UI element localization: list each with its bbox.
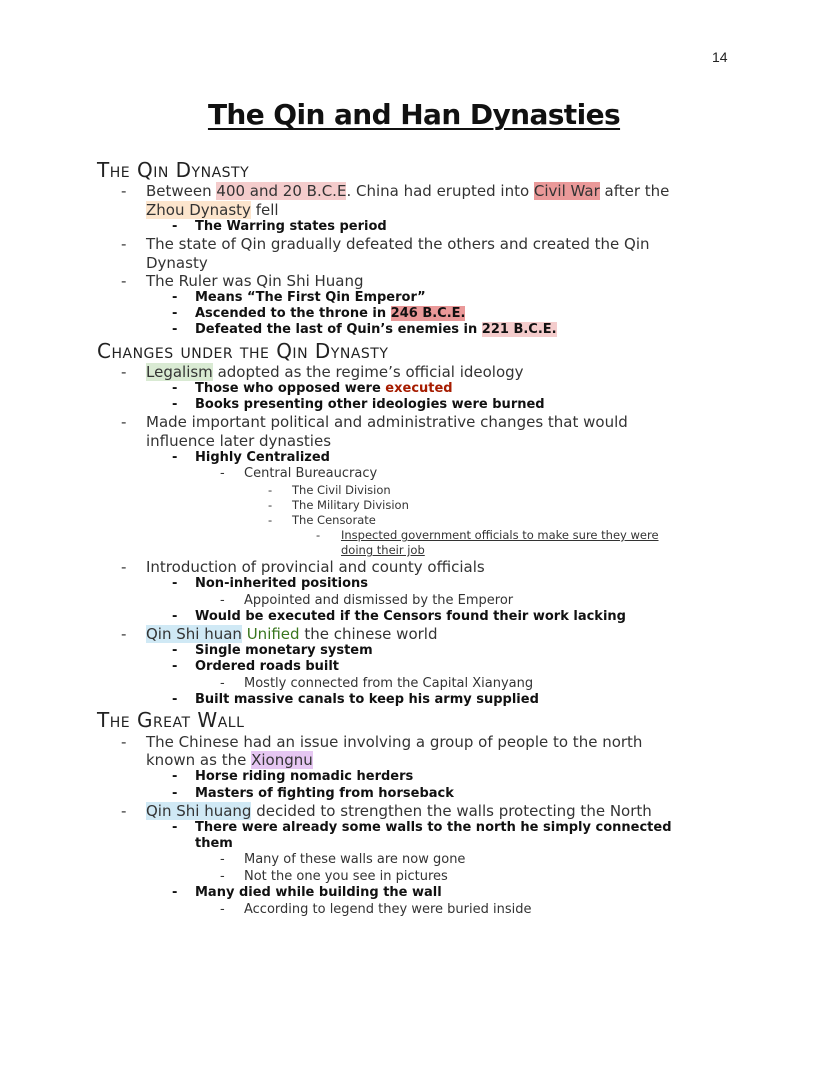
list-item-admin-changes: Made important political and administrative changes that would [146, 413, 628, 431]
section-heading-great-wall: The Great Wall [97, 708, 245, 732]
list-item-books-burned: Books presenting other ideologies were burned [195, 397, 545, 412]
bullet-dash: - [121, 733, 127, 751]
list-item-walls-gone: Many of these walls are now gone [244, 852, 466, 867]
bullet-dash: - [172, 659, 178, 674]
bullet-dash: - [121, 182, 127, 200]
bullet-dash: - [220, 593, 225, 608]
list-item-ascended: Ascended to the throne in 246 B.C.E. [195, 306, 466, 321]
bullet-dash: - [121, 363, 127, 381]
list-item-qin-defeated-cont: Dynasty [146, 254, 208, 272]
highlight-legalism: Legalism [146, 363, 213, 381]
list-item-legalism: Legalism adopted as the regime’s official ideology [146, 363, 524, 381]
list-item-censorate: The Censorate [292, 513, 376, 527]
list-item-horseback: Masters of fighting from horseback [195, 786, 454, 801]
highlight-dates: 400 and 20 B.C.E [216, 182, 347, 200]
bullet-dash: - [172, 820, 178, 835]
list-item-appointed: Appointed and dismissed by the Emperor [244, 593, 514, 608]
bullet-dash: - [121, 625, 127, 643]
bullet-dash: - [121, 802, 127, 820]
list-item-first-emperor: Means “The First Qin Emperor” [195, 290, 426, 305]
list-item-many-died: Many died while building the wall [195, 885, 442, 900]
bullet-dash: - [121, 413, 127, 431]
bullet-dash: - [172, 306, 178, 321]
bullet-dash: - [172, 450, 178, 465]
list-item-qin-defeated: The state of Qin gradually defeated the others and created the Qin [146, 235, 650, 253]
bullet-dash: - [172, 786, 178, 801]
bullet-dash: - [220, 852, 225, 867]
list-item-centralized: Highly Centralized [195, 450, 330, 465]
list-item-inspected-cont: doing their job [341, 543, 425, 557]
bullet-dash: - [121, 235, 127, 253]
list-item-connected-cont: them [195, 836, 233, 851]
list-item-unified: Qin Shi huan Unified the chinese world [146, 625, 438, 643]
highlight-246: 246 B.C.E. [390, 306, 466, 321]
list-item-censors: Would be executed if the Censors found their work lacking [195, 609, 626, 624]
list-item-canals: Built massive canals to keep his army supplied [195, 692, 539, 707]
green-text-unified: Unified [241, 625, 300, 643]
list-item-xiongnu-cont: known as the Xiongnu [146, 751, 313, 769]
bullet-dash: - [172, 322, 178, 337]
list-item-military-division: The Military Division [292, 498, 409, 512]
list-item-ruler: The Ruler was Qin Shi Huang [146, 272, 364, 290]
bullet-dash: - [172, 576, 178, 591]
list-item-civil-war: Between 400 and 20 B.C.E. China had erupted into Civil War after the [146, 182, 670, 200]
bullet-dash: - [172, 885, 178, 900]
list-item-monetary: Single monetary system [195, 643, 373, 658]
list-item-provincial: Introduction of provincial and county officials [146, 558, 485, 576]
highlight-zhou-dynasty: Zhou Dynasty [146, 201, 251, 219]
section-heading-changes: Changes under the Qin Dynasty [97, 339, 389, 363]
bullet-dash: - [172, 219, 178, 234]
list-item-roads: Ordered roads built [195, 659, 340, 674]
list-item-nomadic: Horse riding nomadic herders [195, 769, 414, 784]
highlight-xiongnu: Xiongnu [251, 751, 313, 769]
list-item-xiongnu: The Chinese had an issue involving a group of people to the north [146, 733, 643, 751]
list-item-non-inherited: Non-inherited positions [195, 576, 368, 591]
bullet-dash: - [172, 769, 178, 784]
list-item-xianyang: Mostly connected from the Capital Xianyang [244, 676, 534, 691]
bullet-dash: - [121, 558, 127, 576]
list-item-civil-division: The Civil Division [292, 483, 391, 497]
bullet-dash: - [172, 381, 178, 396]
bullet-dash: - [268, 498, 273, 512]
list-item-executed: Those who opposed were executed [195, 381, 453, 396]
highlight-221: 221 B.C.E. [481, 322, 557, 337]
bullet-dash: - [220, 676, 225, 691]
bullet-dash: - [172, 290, 178, 305]
list-item-strengthen-walls: Qin Shi huang decided to strengthen the walls protecting the North [146, 802, 652, 820]
list-item-civil-war-cont: Zhou Dynasty fell [146, 201, 279, 219]
list-item-legend: According to legend they were buried inside [244, 902, 532, 917]
bullet-dash: - [172, 609, 178, 624]
bullet-dash: - [172, 692, 178, 707]
highlight-qin-shi-huan: Qin Shi huan [146, 625, 242, 643]
list-item-admin-changes-cont: influence later dynasties [146, 432, 332, 450]
list-item-defeated-last: Defeated the last of Quin’s enemies in 221 B.C.E. [195, 322, 557, 337]
list-item-warring-states: The Warring states period [195, 219, 387, 234]
bullet-dash: - [172, 643, 178, 658]
bullet-dash: - [268, 513, 273, 527]
list-item-inspected: Inspected government officials to make sure they were [341, 528, 659, 542]
list-item-not-in-pictures: Not the one you see in pictures [244, 869, 448, 884]
red-text-executed: executed [385, 381, 453, 396]
highlight-civil-war: Civil War [533, 182, 600, 200]
page-title: The Qin and Han Dynasties [207, 98, 621, 131]
highlight-qin-shi-huang: Qin Shi huang [146, 802, 252, 820]
bullet-dash: - [220, 869, 225, 884]
page-number: 14 [712, 49, 728, 65]
section-heading-qin-dynasty: The Qin Dynasty [97, 158, 250, 182]
bullet-dash: - [316, 528, 321, 542]
list-item-connected: There were already some walls to the north he simply connected [195, 820, 672, 835]
bullet-dash: - [220, 466, 225, 481]
bullet-dash: - [268, 483, 273, 497]
bullet-dash: - [220, 902, 225, 917]
bullet-dash: - [172, 397, 178, 412]
bullet-dash: - [121, 272, 127, 290]
list-item-bureaucracy: Central Bureaucracy [244, 466, 378, 481]
